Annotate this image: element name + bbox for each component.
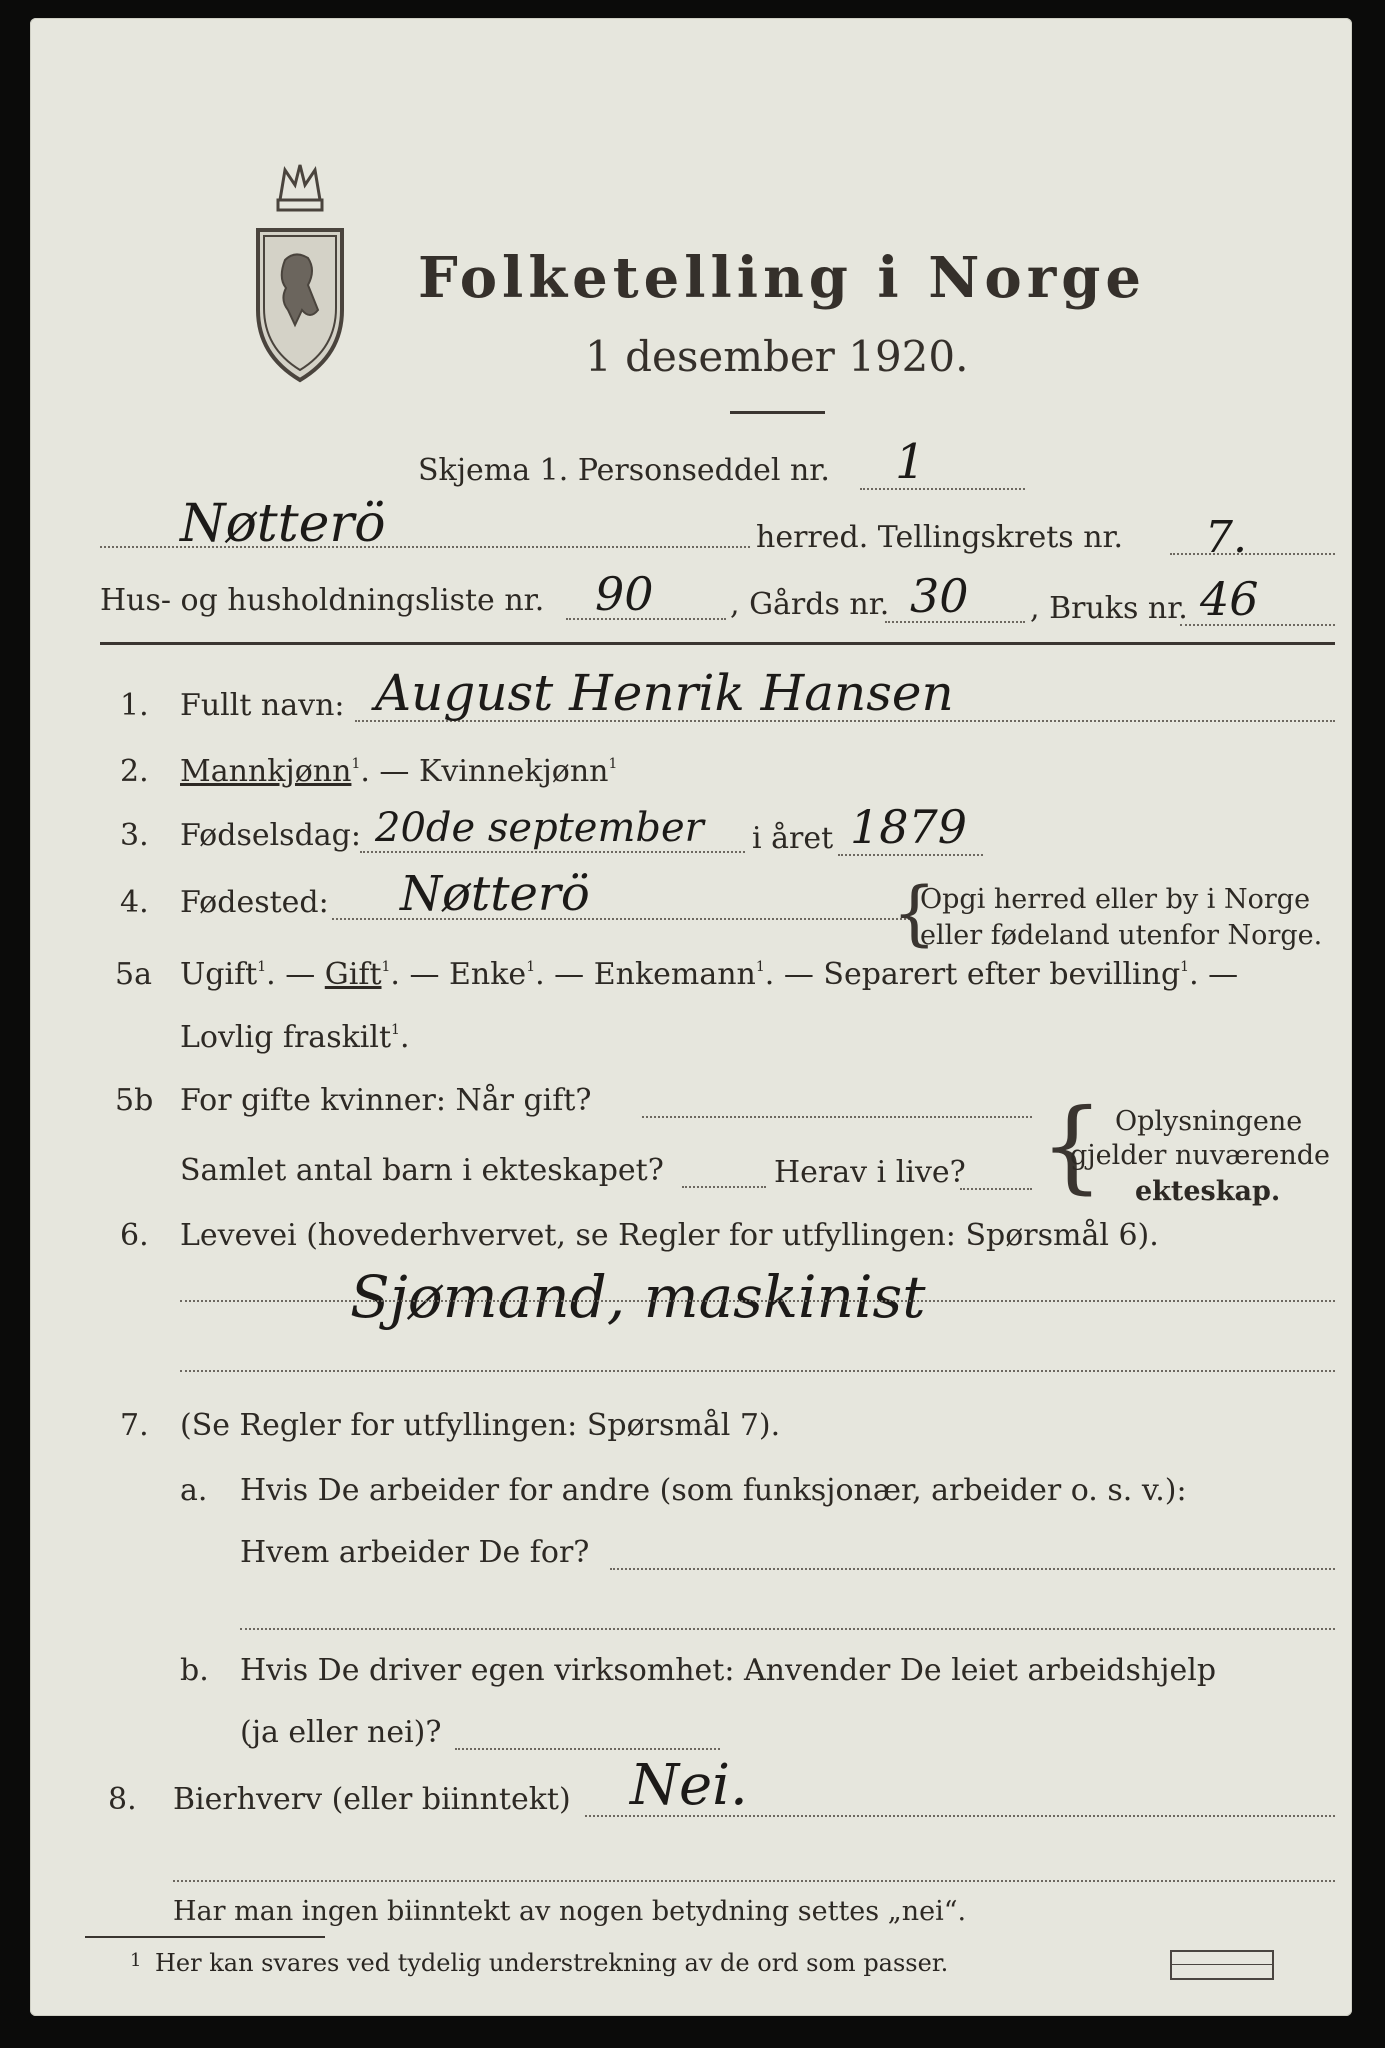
header-rule [100,642,1335,645]
q5a-option-enkemann: Enkemann [593,957,756,992]
q5b-line1: For gifte kvinner: Når gift? [180,1083,592,1118]
q5a-option-enke: Enke [449,957,527,992]
q3-value: 20de september [375,805,704,851]
q7a-answer-line2 [240,1628,1335,1630]
printer-stamp-icon [1170,1950,1274,1980]
gards-label: , Gårds nr. [730,587,890,622]
q6-label: Levevei (hovederhvervet, se Regler for utfyllingen: Spørsmål 6). [180,1218,1159,1253]
q4-value: Nøtterö [400,866,590,922]
q5a-option-gift: Gift [324,957,382,992]
q3-line [360,851,745,853]
q4-note-line2: eller fødeland utenfor Norge. [920,920,1323,951]
q2-number: 2. [120,754,149,789]
q5a-option-ugift: Ugift [180,957,258,992]
q4-label: Fødested: [180,885,329,920]
q5b-brace: { [1040,1087,1104,1204]
q7-label: (Se Regler for utfyllingen: Spørsmål 7). [180,1408,781,1443]
q3-year-value: 1879 [850,800,968,854]
herred-value: Nøtterö [180,494,386,554]
q8-label: Bierhverv (eller biinntekt) [173,1782,571,1817]
q1-value: August Henrik Hansen [375,664,954,722]
q7-number: 7. [120,1408,149,1443]
q5b-line2b: Herav i live? [774,1155,966,1190]
personseddel-value: 1 [895,434,926,490]
q3-number: 3. [120,818,149,853]
q5a-options: Ugift$^1$. — Gift$^1$. — Enke$^1$. — Enkemann$^1$. — Separert efter bevilling$^1$. — [180,957,1239,992]
personseddel-line [860,488,1025,490]
q6-number: 6. [120,1218,149,1253]
q2-option-kvinne: . — Kvinnekjønn [360,754,609,789]
q5a-sup-4: 1 [755,959,765,975]
q7a-letter: a. [180,1473,208,1508]
q5b-number: 5b [115,1083,154,1118]
census-date: 1 desember 1920. [585,332,969,381]
q5b-note-line1: Oplysningene [1115,1106,1303,1137]
q5b-barn-line [682,1186,766,1188]
q8-line2 [173,1880,1335,1882]
q7a-line2: Hvem arbeider De for? [240,1535,590,1570]
q8-note: Har man ingen biinntekt av nogen betydning settes „nei“. [173,1896,967,1927]
bruks-label: , Bruks nr. [1030,591,1188,626]
q3-year-label: i året [752,821,834,856]
q5b-live-line [960,1188,1032,1190]
hus-label: Hus- og husholdningsliste nr. [100,583,545,618]
q6-line1 [180,1300,1335,1302]
q5a-number: 5a [115,957,152,992]
q1-number: 1. [120,688,149,723]
q5a-sup-6: 1 [391,1022,400,1038]
q7b-line1: Hvis De driver egen virksomhet: Anvender De leiet arbeidshjelp [240,1653,1217,1688]
q5a-sup-1: 1 [257,959,267,975]
q5b-line2a: Samlet antal barn i ekteskapet? [180,1153,664,1188]
q5a-sup-5: 1 [1180,959,1190,975]
q2-options [180,754,618,789]
bruks-value: 46 [1200,572,1259,626]
q7b-answer-line [455,1748,720,1750]
q8-value: Nei. [630,1753,748,1818]
krets-value: 7. [1205,512,1247,563]
q1-label: Fullt navn: [180,688,345,723]
q7a-line1: Hvis De arbeider for andre (som funksjonær, arbeider o. s. v.): [240,1473,1187,1508]
q7a-answer-line1 [610,1568,1335,1570]
footnote-mark: 1 [130,1950,142,1971]
q4-brace: { [892,872,937,954]
q7b-line2: (ja eller nei)? [240,1715,442,1750]
q6-line2 [180,1370,1335,1372]
q6-value: Sjømand, maskinist [350,1263,926,1331]
gards-value: 30 [910,569,969,623]
q2-sup-2: 1 [608,756,618,772]
q4-note-line1: Opgi herred eller by i Norge [920,884,1311,915]
q8-number: 8. [108,1782,137,1817]
q3-year-line [838,854,983,856]
q5b-gift-line [642,1116,1032,1118]
footnote-text: Her kan svares ved tydelig understrekning av de ord som passer. [155,1949,949,1977]
q5a-option-fraskilt: Lovlig fraskilt$^1$. [180,1020,410,1055]
q5a-option-separert: Separert efter bevilling [823,957,1181,992]
q5a-sup-2: 1 [381,959,391,975]
krets-line [1170,553,1335,555]
q2-sup-1: 1 [351,756,361,772]
hus-value: 90 [595,567,654,621]
norway-lion-crest-icon [250,160,350,385]
q2-option-mann: Mannkjønn [180,754,352,789]
census-form [30,18,1352,2016]
q4-number: 4. [120,885,149,920]
title-divider [730,411,825,414]
q3-label: Fødselsdag: [180,818,361,853]
q5b-note-line3: ekteskap. [1135,1176,1281,1207]
q7b-letter: b. [180,1653,209,1688]
form-title: Folketelling i Norge [418,245,1147,311]
herred-label: herred. Tellingskrets nr. [756,520,1124,555]
q5a-fraskilt-label: Lovlig fraskilt [180,1020,392,1055]
skjema-label: Skjema 1. Personseddel nr. [418,453,830,488]
q5b-note-line2: gjelder nuværende [1070,1140,1330,1171]
footnote-rule [85,1936,325,1938]
q5a-sup-3: 1 [526,959,536,975]
